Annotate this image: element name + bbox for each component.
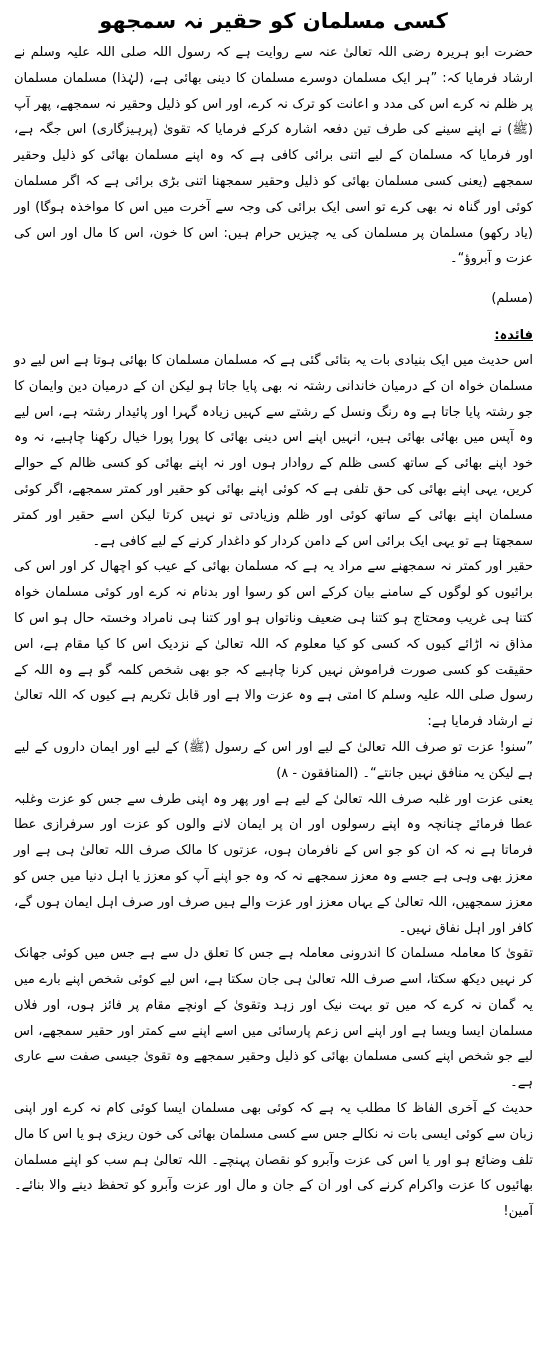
page-title: کسی مسلمان کو حقیر نہ سمجھو [99, 9, 448, 33]
commentary-paragraph-1: اس حدیث میں ایک بنیادی بات یہ بتائی گئی ہے کہ مسلمان مسلمان کا بھائی ہوتا ہے اس لیے دو مسلمان خواہ ان کے درمیان خاندانی رشتہ نہ بھی پایا جاتا ہو لیکن ان کے درمیان دین وایمان کا جو رشتہ پایا جاتا ہے وہ رنگ ونسل کے رشتے سے کہیں زیادہ گہرا اور پائیدار رشتہ ہے، اس لیے وہ آپس میں بھائی بھائی ہیں، انہیں اپنے اس دینی بھائی کا پورا پورا خیال رکھنا چاہیے، نہ وہ خود اپنے بھائی کے ساتھ کسی ظلم کے روادار ہوں اور نہ اپنے بھائی کو کسی ظالم کے حوالے کریں، یہی اپنے بھائی کی حق تلفی ہے کہ کوئی اپنے بھائی کو حقیر اور کمتر سمجھے، اگر کوئی مسلمان اپنے بھائی کے ساتھ کوئی اور ظلم وزیادتی تو نہیں کرتا لیکن اسے حقیر اور کمتر سمجھتا ہے تو یہی ایک برائی اس کے دامن کردار کو داغدار کرنے کے لیے کافی ہے۔ [14, 352, 533, 549]
commentary-paragraph-5: حدیث کے آخری الفاظ کا مطلب یہ ہے کہ کوئی بھی مسلمان ایسا کوئی کام نہ کرے اور اپنی زبان سے کوئی ایسی بات نہ نکالے جس سے کسی مسلمان بھائی کی خون ریزی ہو یا اس کا مال تلف وضائع ہو اور یا اس کی عزت وآبرو کو نقصان پہنچے۔ اللہ تعالیٰ ہم سب کو اپنے مسلمان بھائیوں کا عزت واکرام کرنے کی اور ان کے جان و مال اور عزت وآبرو کو تحفظ دینے والا بنائے۔ آمین! [14, 1101, 533, 1220]
commentary-paragraph-4: تقویٰ کا معاملہ مسلمان کا اندرونی معاملہ ہے جس کا تعلق دل سے ہے جس میں کوئی جھانک کر نہیں دیکھ سکتا، اسے صرف اللہ تعالیٰ ہی جان سکتا ہے، اس لیے کوئی شخص اپنے بارے میں یہ گمان نہ کرے کہ میں تو بہت نیک اور زہد وتقویٰ کے اونچے مقام پر فائز ہوں، اور فلاں مسلمان ایسا ویسا ہے اور اپنے اس زعم پارسائی میں اسے اپنے سے کمتر اور حقیر سمجھے، اس لیے جو شخص اپنے کسی مسلمان بھائی کو ذلیل وحقیر سمجھے وہ تقویٰ جیسی صفت سے عاری ہے۔ [14, 946, 533, 1091]
hadith-reference: (مسلم) [491, 291, 533, 307]
commentary-paragraph-3: یعنی عزت اور غلبہ صرف اللہ تعالیٰ کے لیے ہے اور پھر وہ اپنی طرف سے جس کو عزت وغلبہ عطا فرمائے چنانچہ وہ اپنے رسولوں اور ان پر ایمان لانے والوں کو عزت اور سرفرازی عطا فرماتا ہے نہ کہ ان کو جو اس کے نافرمان ہوں، عزتوں کا مالک صرف اللہ تعالیٰ ہی ہے اور معزز بھی وہی ہے جسے وہ معزز سمجھے نہ کہ وہ جو اپنے آپ کو معزز یا اہل دنیا میں جس کو معزز سمجھیں، اللہ تعالیٰ کے یہاں معزز اور عزت والے ہیں صرف اور صرف اہل ایمان ہوں گے، کافر اور اہل نفاق نہیں۔ [14, 791, 533, 936]
commentary-paragraph-2: حقیر اور کمتر نہ سمجھنے سے مراد یہ ہے کہ مسلمان بھائی کے عیب کو اچھال کر اور اس کی برائیوں کو لوگوں کے سامنے بیان کرکے اس کو رسوا اور بدنام نہ کرے اور کوئی مسلمان خواہ کتنا ہی غریب ومحتاج ہو کتنا ہی ضعیف وناتواں ہو اور کتنا ہی نامراد وخستہ حال ہو اس کا مذاق نہ اڑائے کیوں کہ کسی کو کیا معلوم کہ اللہ تعالیٰ کے نزدیک اس کا کیا مقام ہے، اس حقیقت کو کسی صورت فراموش نہیں کرنا چاہیے کہ جو بھی شخص کلمہ گو ہے وہ اللہ کے رسول صلی اللہ علیہ وسلم کا امتی ہے وہ عزت والا ہے اور قابل تکریم ہے کیوں کہ اللہ تعالیٰ نے ارشاد فرمایا ہے: [14, 559, 533, 730]
benefit-heading: فائدہ: [494, 327, 533, 343]
quran-quote: ”سنو! عزت تو صرف اللہ تعالیٰ کے لیے اور اس کے رسول (ﷺ) کے لیے اور ایمان داروں کے لیے ہے لیکن یہ منافق نہیں جانتے“۔ (المنافقون - ۸) [14, 739, 533, 781]
hadith-text: حضرت ابو ہریرہ رضی اللہ تعالیٰ عنہ سے روایت ہے کہ رسول اللہ صلی اللہ علیہ وسلم نے ارشاد فرمایا کہ: ”ہر ایک مسلمان دوسرے مسلمان کا دینی بھائی ہے، (لہٰذا) مسلمان مسلمان پر ظلم نہ کرے اس کی مدد و اعانت کو ترک نہ کرے، اور اس کو ذلیل وحقیر نہ سمجھے، پھر آپ (ﷺ) نے اپنے سینے کی طرف تین دفعہ اشارہ کرکے فرمایا کہ تقویٰ (پرہیزگاری) اس جگہ ہے، اور فرمایا کہ مسلمان کے لیے اتنی برائی کافی ہے کہ وہ اپنے مسلمان بھائی کو ذلیل وحقیر سمجھے (یعنی کسی مسلمان بھائی کو ذلیل وحقیر سمجھنا اتنی بڑی برائی ہے کہ اگر مسلمان کوئی اور گناہ نہ بھی کرے تو اسی ایک برائی کی وجہ سے آخرت میں اس کا مواخذہ ہوگا) اور (یاد رکھو) مسلمان پر مسلمان کی یہ چیزیں حرام ہیں: اس کا خون، اس کا مال اور اس کی عزت و آبروؤ“۔ [14, 45, 533, 267]
